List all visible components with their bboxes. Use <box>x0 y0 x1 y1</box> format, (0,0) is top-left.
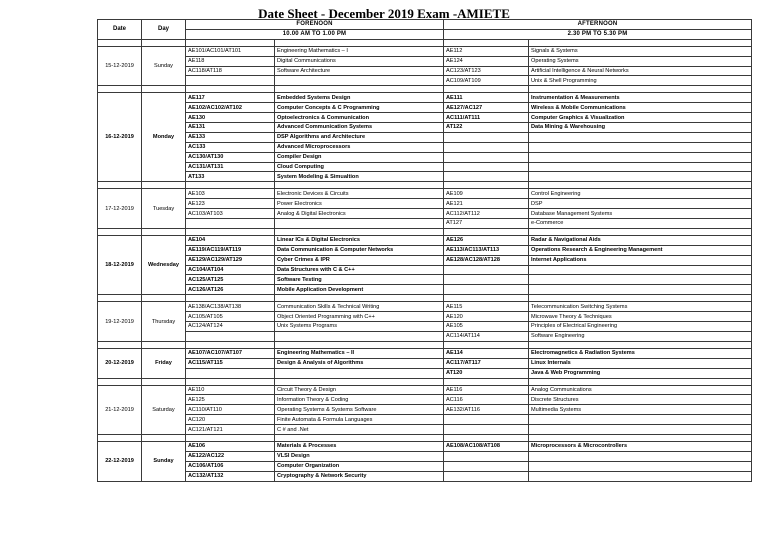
forenoon-subject-cell: Optoelectronics & Communication <box>275 113 444 123</box>
afternoon-code-cell <box>444 471 529 481</box>
afternoon-code-cell <box>444 162 529 172</box>
afternoon-subject-cell <box>529 471 752 481</box>
day-header: Day <box>142 20 186 40</box>
afternoon-code-cell: AC117/AT117 <box>444 358 529 368</box>
forenoon-subject-cell <box>275 76 444 86</box>
afternoon-subject-cell: Analog Communications <box>529 385 752 395</box>
afternoon-subject-cell <box>529 461 752 471</box>
afternoon-subject-cell: Electromagnetics & Radiation Systems <box>529 348 752 358</box>
table-row <box>98 331 752 341</box>
afternoon-subject-cell: Artificial Intelligence & Neural Networks <box>529 66 752 76</box>
spacer-cell <box>142 39 186 46</box>
forenoon-subject-cell: Embedded Systems Design <box>275 93 444 103</box>
table-row <box>98 189 752 199</box>
afternoon-code-cell: AC123/AT123 <box>444 66 529 76</box>
forenoon-code-cell: AC103/AT103 <box>186 209 275 219</box>
table-row <box>98 209 752 219</box>
table-row <box>98 132 752 142</box>
forenoon-subject-cell: Unix Systems Programs <box>275 322 444 332</box>
forenoon-subject-cell: Computer Organization <box>275 461 444 471</box>
forenoon-subject-cell: VLSI Design <box>275 451 444 461</box>
date-cell: 18-12-2019 <box>98 235 142 294</box>
table-row <box>98 255 752 265</box>
forenoon-code-cell: AE107/AC107/AT107 <box>186 348 275 358</box>
spacer-cell <box>275 182 444 189</box>
afternoon-subject-cell: Java & Web Programming <box>529 368 752 378</box>
afternoon-code-cell: AE127/AC127 <box>444 103 529 113</box>
afternoon-code-cell <box>444 275 529 285</box>
afternoon-code-cell: AT122 <box>444 123 529 133</box>
spacer-cell <box>275 39 444 46</box>
forenoon-code-cell: AC121/AT121 <box>186 425 275 435</box>
forenoon-code-cell: AE104 <box>186 235 275 245</box>
afternoon-code-cell: AE113/AC113/AT113 <box>444 245 529 255</box>
spacer-cell <box>275 228 444 235</box>
afternoon-code-cell: AT127 <box>444 219 529 229</box>
spacer-cell <box>142 86 186 93</box>
forenoon-subject-cell: Design & Analysis of Algorithms <box>275 358 444 368</box>
date-cell: 22-12-2019 <box>98 441 142 481</box>
date-sheet-body <box>98 39 752 481</box>
afternoon-code-cell: AC116 <box>444 395 529 405</box>
spacer-row <box>98 228 752 235</box>
forenoon-subject-cell: Software Testing <box>275 275 444 285</box>
afternoon-code-cell: AE116 <box>444 385 529 395</box>
forenoon-code-cell: AC120 <box>186 415 275 425</box>
forenoon-code-cell: AE101/AC101/AT101 <box>186 46 275 56</box>
spacer-cell <box>142 434 186 441</box>
afternoon-subject-cell <box>529 132 752 142</box>
date-cell: 16-12-2019 <box>98 93 142 182</box>
forenoon-code-cell: AE106 <box>186 441 275 451</box>
table-row <box>98 275 752 285</box>
afternoon-subject-cell: e-Commerce <box>529 219 752 229</box>
table-row <box>98 152 752 162</box>
afternoon-subject-cell <box>529 451 752 461</box>
spacer-row <box>98 182 752 189</box>
forenoon-subject-cell: Digital Communications <box>275 56 444 66</box>
afternoon-code-cell: AE115 <box>444 302 529 312</box>
spacer-cell <box>444 341 529 348</box>
spacer-cell <box>529 182 752 189</box>
afternoon-code-cell: AE128/AC128/AT128 <box>444 255 529 265</box>
spacer-cell <box>142 378 186 385</box>
forenoon-code-cell: AE133 <box>186 132 275 142</box>
table-row <box>98 172 752 182</box>
forenoon-code-cell: AC106/AT106 <box>186 461 275 471</box>
table-row <box>98 395 752 405</box>
table-row <box>98 368 752 378</box>
afternoon-subject-cell <box>529 425 752 435</box>
forenoon-code-cell: AC110/AT110 <box>186 405 275 415</box>
spacer-cell <box>529 378 752 385</box>
afternoon-subject-cell <box>529 265 752 275</box>
afternoon-subject-cell: DSP <box>529 199 752 209</box>
forenoon-code-cell <box>186 76 275 86</box>
date-cell: 21-12-2019 <box>98 385 142 434</box>
spacer-cell <box>275 295 444 302</box>
afternoon-subject-cell: Internet Applications <box>529 255 752 265</box>
afternoon-code-cell: AC111/AT111 <box>444 113 529 123</box>
spacer-cell <box>529 295 752 302</box>
afternoon-subject-cell: Control Engineering <box>529 189 752 199</box>
forenoon-header: FORENOON <box>186 20 444 30</box>
forenoon-subject-cell: C # and .Net <box>275 425 444 435</box>
forenoon-code-cell: AC130/AT130 <box>186 152 275 162</box>
day-cell: Thursday <box>142 302 186 342</box>
forenoon-subject-cell: Cyber Crimes & IPR <box>275 255 444 265</box>
afternoon-subject-cell <box>529 152 752 162</box>
table-row <box>98 451 752 461</box>
forenoon-code-cell: AE110 <box>186 385 275 395</box>
day-cell: Wednesday <box>142 235 186 294</box>
spacer-cell <box>142 182 186 189</box>
table-row <box>98 123 752 133</box>
table-row <box>98 405 752 415</box>
spacer-cell <box>142 341 186 348</box>
spacer-cell <box>186 228 275 235</box>
day-cell: Saturday <box>142 385 186 434</box>
table-row <box>98 312 752 322</box>
spacer-cell <box>186 341 275 348</box>
table-row <box>98 441 752 451</box>
forenoon-code-cell: AE103 <box>186 189 275 199</box>
forenoon-subject-cell <box>275 219 444 229</box>
afternoon-subject-cell: Computer Graphics & Visualization <box>529 113 752 123</box>
forenoon-code-cell: AC133 <box>186 142 275 152</box>
afternoon-subject-cell <box>529 285 752 295</box>
table-row <box>98 461 752 471</box>
table-row <box>98 142 752 152</box>
spacer-cell <box>444 86 529 93</box>
forenoon-code-cell: AC126/AT126 <box>186 285 275 295</box>
table-row <box>98 76 752 86</box>
forenoon-code-cell: AE129/AC129/AT129 <box>186 255 275 265</box>
forenoon-subject-cell: Advanced Microprocessors <box>275 142 444 152</box>
spacer-cell <box>444 182 529 189</box>
afternoon-code-cell: AC114/AT114 <box>444 331 529 341</box>
forenoon-code-cell: AC132/AT132 <box>186 471 275 481</box>
afternoon-subject-cell: Operating Systems <box>529 56 752 66</box>
table-row <box>98 235 752 245</box>
spacer-cell <box>529 39 752 46</box>
spacer-cell <box>98 228 142 235</box>
afternoon-subject-cell: Unix & Shell Programming <box>529 76 752 86</box>
afternoon-code-cell <box>444 425 529 435</box>
table-row <box>98 471 752 481</box>
forenoon-code-cell: AC124/AT124 <box>186 322 275 332</box>
forenoon-subject-cell: Communication Skills & Technical Writing <box>275 302 444 312</box>
forenoon-code-cell: AC131/AT131 <box>186 162 275 172</box>
afternoon-subject-cell: Microwave Theory & Techniques <box>529 312 752 322</box>
afternoon-code-cell <box>444 265 529 275</box>
forenoon-subject-cell: Operating Systems & Systems Software <box>275 405 444 415</box>
table-row <box>98 93 752 103</box>
spacer-cell <box>98 182 142 189</box>
forenoon-subject-cell: System Modeling & Simualtion <box>275 172 444 182</box>
table-row <box>98 245 752 255</box>
date-cell: 20-12-2019 <box>98 348 142 378</box>
table-row <box>98 302 752 312</box>
spacer-cell <box>186 86 275 93</box>
forenoon-code-cell: AE138/AC138/AT138 <box>186 302 275 312</box>
afternoon-subject-cell: Telecommunication Switching Systems <box>529 302 752 312</box>
forenoon-code-cell: AC115/AT115 <box>186 358 275 368</box>
afternoon-subject-cell <box>529 162 752 172</box>
forenoon-subject-cell <box>275 331 444 341</box>
day-cell: Sunday <box>142 441 186 481</box>
forenoon-subject-cell: Compiler Design <box>275 152 444 162</box>
forenoon-time: 10.00 AM TO 1.00 PM <box>186 29 444 39</box>
forenoon-subject-cell: Object Oriented Programming with C++ <box>275 312 444 322</box>
spacer-cell <box>186 182 275 189</box>
afternoon-subject-cell <box>529 172 752 182</box>
table-row <box>98 162 752 172</box>
afternoon-code-cell: AE111 <box>444 93 529 103</box>
forenoon-subject-cell: Materials & Processes <box>275 441 444 451</box>
spacer-cell <box>98 378 142 385</box>
spacer-cell <box>444 228 529 235</box>
forenoon-code-cell: AE119/AC119/AT119 <box>186 245 275 255</box>
afternoon-code-cell <box>444 451 529 461</box>
afternoon-subject-cell: Multimedia Systems <box>529 405 752 415</box>
spacer-cell <box>186 378 275 385</box>
table-row <box>98 425 752 435</box>
afternoon-code-cell <box>444 152 529 162</box>
afternoon-code-cell: AE114 <box>444 348 529 358</box>
spacer-row <box>98 295 752 302</box>
afternoon-code-cell <box>444 461 529 471</box>
forenoon-subject-cell: Data Structures with C & C++ <box>275 265 444 275</box>
forenoon-code-cell <box>186 219 275 229</box>
forenoon-code-cell <box>186 368 275 378</box>
afternoon-code-cell: AE112 <box>444 46 529 56</box>
forenoon-code-cell: AE131 <box>186 123 275 133</box>
date-cell: 19-12-2019 <box>98 302 142 342</box>
spacer-cell <box>529 341 752 348</box>
forenoon-subject-cell: Analog & Digital Electronics <box>275 209 444 219</box>
table-row <box>98 322 752 332</box>
forenoon-code-cell: AE130 <box>186 113 275 123</box>
forenoon-code-cell <box>186 331 275 341</box>
afternoon-code-cell: AE108/AC108/AT108 <box>444 441 529 451</box>
afternoon-subject-cell: Signals & Systems <box>529 46 752 56</box>
afternoon-code-cell: AT120 <box>444 368 529 378</box>
table-row <box>98 219 752 229</box>
spacer-cell <box>186 295 275 302</box>
date-header: Date <box>98 20 142 40</box>
forenoon-code-cell: AT133 <box>186 172 275 182</box>
afternoon-subject-cell: Database Management Systems <box>529 209 752 219</box>
forenoon-code-cell: AE125 <box>186 395 275 405</box>
afternoon-subject-cell: Linux Internals <box>529 358 752 368</box>
spacer-cell <box>444 378 529 385</box>
spacer-cell <box>529 228 752 235</box>
spacer-row <box>98 39 752 46</box>
spacer-cell <box>529 434 752 441</box>
forenoon-subject-cell: Electronic Devices & Circuits <box>275 189 444 199</box>
spacer-cell <box>444 295 529 302</box>
forenoon-subject-cell: Finite Automata & Formula Languages <box>275 415 444 425</box>
afternoon-subject-cell: Data Mining & Warehousing <box>529 123 752 133</box>
afternoon-code-cell <box>444 172 529 182</box>
afternoon-code-cell: AE109 <box>444 189 529 199</box>
page-title: Date Sheet - December 2019 Exam -AMIETE <box>258 6 510 21</box>
spacer-cell <box>142 295 186 302</box>
table-row <box>98 358 752 368</box>
afternoon-subject-cell <box>529 415 752 425</box>
spacer-cell <box>98 434 142 441</box>
forenoon-subject-cell: Engineering Mathematics – I <box>275 46 444 56</box>
forenoon-subject-cell: Information Theory & Coding <box>275 395 444 405</box>
forenoon-code-cell: AE117 <box>186 93 275 103</box>
spacer-cell <box>275 434 444 441</box>
afternoon-code-cell <box>444 415 529 425</box>
day-cell: Tuesday <box>142 189 186 229</box>
forenoon-subject-cell: Power Electronics <box>275 199 444 209</box>
date-sheet-table <box>97 19 752 482</box>
afternoon-subject-cell <box>529 142 752 152</box>
forenoon-subject-cell: Linear ICs & Digital Electronics <box>275 235 444 245</box>
forenoon-code-cell: AE118 <box>186 56 275 66</box>
table-row <box>98 46 752 56</box>
forenoon-code-cell: AE102/AC102/AT102 <box>186 103 275 113</box>
forenoon-subject-cell: Engineering Mathematics – II <box>275 348 444 358</box>
forenoon-subject-cell: Mobile Application Development <box>275 285 444 295</box>
afternoon-header: AFTERNOON <box>444 20 752 30</box>
afternoon-time: 2.30 PM TO 5.30 PM <box>444 29 752 39</box>
forenoon-code-cell: AC105/AT105 <box>186 312 275 322</box>
day-cell: Friday <box>142 348 186 378</box>
afternoon-code-cell: AC109/AT109 <box>444 76 529 86</box>
day-cell: Sunday <box>142 46 186 86</box>
table-row <box>98 56 752 66</box>
spacer-row <box>98 86 752 93</box>
afternoon-code-cell: AE126 <box>444 235 529 245</box>
afternoon-subject-cell: Principles of Electrical Engineering <box>529 322 752 332</box>
spacer-row <box>98 434 752 441</box>
afternoon-subject-cell: Wireless & Mobile Communications <box>529 103 752 113</box>
table-row <box>98 103 752 113</box>
forenoon-subject-cell: Software Architecture <box>275 66 444 76</box>
spacer-cell <box>444 434 529 441</box>
forenoon-subject-cell: Data Communication & Computer Networks <box>275 245 444 255</box>
forenoon-code-cell: AC118/AT118 <box>186 66 275 76</box>
afternoon-code-cell: AE105 <box>444 322 529 332</box>
afternoon-subject-cell <box>529 275 752 285</box>
table-row <box>98 66 752 76</box>
spacer-cell <box>98 295 142 302</box>
spacer-row <box>98 341 752 348</box>
afternoon-code-cell: AE120 <box>444 312 529 322</box>
afternoon-subject-cell: Software Engineering <box>529 331 752 341</box>
table-row <box>98 265 752 275</box>
afternoon-subject-cell: Microprocessors & Microcontrollers <box>529 441 752 451</box>
forenoon-subject-cell: Circuit Theory & Design <box>275 385 444 395</box>
afternoon-subject-cell: Discrete Structures <box>529 395 752 405</box>
spacer-cell <box>529 86 752 93</box>
spacer-cell <box>186 434 275 441</box>
spacer-cell <box>98 341 142 348</box>
afternoon-code-cell: AC112/AT112 <box>444 209 529 219</box>
afternoon-code-cell <box>444 132 529 142</box>
table-row <box>98 199 752 209</box>
afternoon-code-cell <box>444 142 529 152</box>
table-row <box>98 385 752 395</box>
afternoon-subject-cell: Operations Research & Engineering Management <box>529 245 752 255</box>
afternoon-subject-cell: Instrumentation & Measurements <box>529 93 752 103</box>
afternoon-code-cell: AE124 <box>444 56 529 66</box>
spacer-row <box>98 378 752 385</box>
forenoon-subject-cell: Cryptography & Network Security <box>275 471 444 481</box>
spacer-cell <box>98 39 142 46</box>
spacer-cell <box>186 39 275 46</box>
forenoon-code-cell: AC125/AT125 <box>186 275 275 285</box>
date-cell: 15-12-2019 <box>98 46 142 86</box>
spacer-cell <box>142 228 186 235</box>
forenoon-code-cell: AE122/AC122 <box>186 451 275 461</box>
forenoon-subject-cell: Computer Concepts & C Programming <box>275 103 444 113</box>
spacer-cell <box>275 341 444 348</box>
table-row <box>98 348 752 358</box>
forenoon-subject-cell: DSP Algorithms and Architecture <box>275 132 444 142</box>
day-cell: Monday <box>142 93 186 182</box>
afternoon-code-cell <box>444 285 529 295</box>
spacer-cell <box>275 378 444 385</box>
forenoon-code-cell: AC104/AT104 <box>186 265 275 275</box>
table-row <box>98 285 752 295</box>
date-cell: 17-12-2019 <box>98 189 142 229</box>
forenoon-code-cell: AE123 <box>186 199 275 209</box>
forenoon-subject-cell: Advanced Communication Systems <box>275 123 444 133</box>
spacer-cell <box>444 39 529 46</box>
afternoon-code-cell: AE132/AT116 <box>444 405 529 415</box>
table-row <box>98 415 752 425</box>
table-row <box>98 113 752 123</box>
afternoon-code-cell: AE121 <box>444 199 529 209</box>
spacer-cell <box>98 86 142 93</box>
forenoon-subject-cell <box>275 368 444 378</box>
spacer-cell <box>275 86 444 93</box>
forenoon-subject-cell: Cloud Computing <box>275 162 444 172</box>
afternoon-subject-cell: Radar & Navigational Aids <box>529 235 752 245</box>
